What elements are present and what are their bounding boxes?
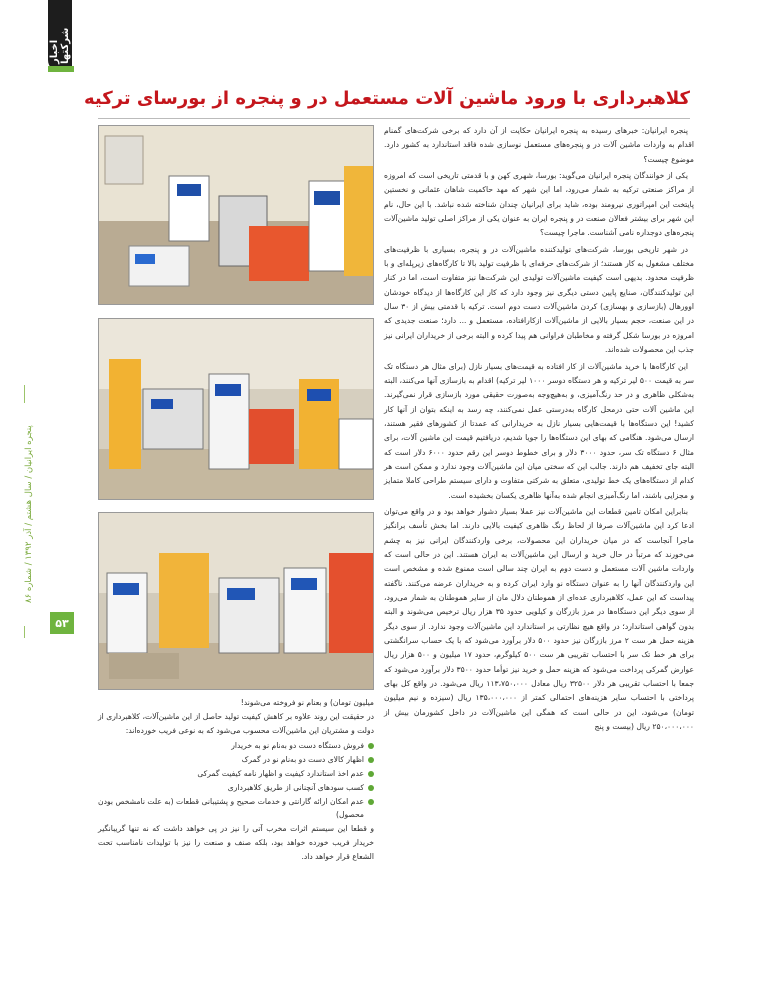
section-tab-label: اخبار شرکتها xyxy=(49,27,71,64)
title-divider xyxy=(98,118,690,119)
workshop-photo-3 xyxy=(98,512,374,690)
list-item: کسب سودهای آنچنانی از طریق کلاهبرداری xyxy=(98,781,374,795)
workshop-photo-1 xyxy=(98,125,374,305)
side-divider-bottom xyxy=(24,626,25,638)
bullet-list xyxy=(98,739,374,822)
body-paragraph: پنجره ایرانیان: خبرهای رسیده به پنجره ایرانیان حکایت از آن دارد که برخی شرکت‌های گمنام اقدام به واردات ماشین آلات در و پنجره‌های مستعمل نوسازی شده فاقد استاندارد به کشور دارد. موضوع چیست؟ xyxy=(384,126,694,164)
workshop-photo-icon xyxy=(99,126,373,304)
list-item: عدم اخذ استاندارد کیفیت و اظهار نامه کیفیت گمرکی xyxy=(98,767,374,781)
article-body-right xyxy=(384,124,694,984)
workshop-photo-2 xyxy=(98,318,374,500)
body-paragraph: این کارگاه‌ها با خرید ماشین‌آلات از کار افتاده به قیمت‌های بسیار نازل (برای مثال هر دستگاه تک سر به قیمت ۵۰۰ لیر ترکیه و هر دستگاه دوسر ۱۰۰۰ لیر ترکیه) اقدام به بازسازی آنها می‌کنند، البته به‌شکلی ظاهری و در حد رنگ‌آمیزی، و به‌هیچ‌وجه به‌صورت حقیقی مورد بازسازی قرار نمی‌گیرند. این ماشین آلات حتی درمحل کارگاه به‌درستی عمل نمی‌کنند، چه رسد به اینکه بتوان از آنها کار کشید! این دستگاه‌ها با قیمت‌هایی بسیار نازل به خریدارانی که عمدتا از کشورهای فقیر هستند، ارسال می‌شود. هنگامی که بهای این دستگاه‌ها را جویا شدیم، دریافتیم قیمت این ماشین آلات، برای مثال ۶ دستگاه تک سر، حدود ۳۰۰۰ دلار و برای خطوط دوسر این رقم حدود ۶۰۰۰ دلار است که البته جای تخفیف هم دارند. جالب این که سختی میان این ماشین‌آلات وجود ندارد و ممکن است هر کدام از دستگاه‌های یک خط تولیدی، متعلق به شرکتی متفاوت و دارای سیستم طراحی کاملا متمایز و مجزایی باشند، اما رنگ‌آمیزی انجام شده به‌آنها ظاهری یکسان بخشیده است. xyxy=(384,361,694,500)
body-paragraph: در حقیقت این روند علاوه بر کاهش کیفیت تولید حاصل از این ماشین‌آلات، کلاهبرداری از دولت و مشتریان این ماشین‌آلات محسوب می‌شود که به نوعی فریب خورده‌اند: xyxy=(98,711,374,735)
list-item: عدم امکان ارائه گارانتی و خدمات صحیح و پشتیبانی قطعات (به علت نامشخص بودن محصول) xyxy=(98,795,374,823)
list-item: فروش دستگاه دست دو به‌نام نو به خریدار xyxy=(98,739,374,753)
body-paragraph: در شهر تاریخی بورسا، شرکت‌های تولیدکننده ماشین‌آلات در و پنجره، بسیاری با ظرفیت‌های مختلف مشغول به کار هستند؛ از شرکت‌های حرفه‌ای با ظرفیت تولید بالا تا کارگاه‌های زیرپله‌ای و با ظرفیت محدود. بدیهی است کیفیت ماشین‌آلات تولیدی این شرکت‌ها نیز متفاوت است، اما در کنار این تولیدکنندگان، صنایع پایین دستی دیگری نیز وجود دارد که کار این کارگاه‌ها از دیدگاه خودشان اوورهال (بازسازی و بهسازی) کردن ماشین‌آلات دست دوم است. ترکیه با قدمتی بیش از ۳۰ سال در این صنعت، حجم بسیار بالایی از ماشین‌آلات ازکارافتاده، مستعمل و ... دارد؛ صنعت جدیدی که امروزه در بورسا شکل گرفته و مخاطبان فراوانی هم پیدا کرده و البته برخی از خریداران ایرانی نیز جذب این محصولات شده‌اند. xyxy=(384,244,695,355)
body-paragraph: و قطعا این سیستم اثرات مخرب آتی را نیز در پی خواهد داشت که نه تنها گریبانگیر خریدار فریب خورده خواهد بود، بلکه صنف و صنعت را نیز با تولیدات نامناسب تحت الشعاع قرار خواهد داد. xyxy=(98,824,374,861)
body-paragraph: بنابراین امکان تامین قطعات این ماشین‌آلات نیز عملا بسیار دشوار خواهد بود و در واقع می‌توان ادعا کرد این ماشین‌آلات صرفا از لحاظ رنگ ظاهری کیفیت بالایی دارند. اما بخش تأسف برانگیز ماجرا آنجاست که در میان خریداران این محصولات، برخی واردکنندگان ایرانی نیز به چشم می‌خورند که مرتباً در حال خرید و ارسال این ماشین‌آلات به ایران هستند. این در حالی است که واردات ماشین آلات مستعمل و دست دوم به ایران چند سالی است ممنوع شده و مشخص است این واردکنندگان آنها را به عنوان دستگاه نو وارد ایران کرده و به خریداران عرضه می‌کنند. ناگفته پیداست که این عمل، کلاهبرداری عده‌ای از هموطنان دلال مان از سایر هموطنان به شمار می‌رود، از سوی دیگر این دستگاه‌ها در مرز بازرگان و کیلویی حدود ۳۵ هزار ریال ترخیص می‌شوند و البته بدون گواهی استاندارد؛ در واقع هیچ نظارتی بر استاندارد این ماشین‌آلات وجود ندارد. از سوی دیگر هزینه حمل هر ست ۲ مرز بازرگان نیز حدود ۵۰۰ دلار برآورد می‌شود که با یک حساب سرانگشتی برای هر خط تک سر با احتساب تقریبی هر ست ۵۰۰ کیلوگرم، حدود ۱۷ میلیون و ۵۰۰ هزار ریال عوارض گمرکی پرداخت می‌شود که هزینه حمل و خرید نیز توأما حدود ۳۵۰۰ دلار برآورد می‌شود که جمعا با احتساب تقریبی هر دلار ۳۲۵۰۰ ریال معادل ۱۱۳،۷۵۰،۰۰۰ ریال می‌شود. در واقع کل بهای پرداختی با احتساب سایر هزینه‌های احتمالی کمتر از ۱۳۵،۰۰۰،۰۰۰ ریال (سیزده و نیم میلیون تومان) می‌شود، این در حالی است که همگی این ماشین‌آلات در داخل کشورمان بیش از ۲۵۰،۰۰۰،۰۰۰ ریال (بیست و پنج xyxy=(384,506,695,732)
workshop-photo-icon xyxy=(99,319,373,499)
workshop-photo-icon xyxy=(99,513,373,689)
page-number: ۵۳ xyxy=(50,612,74,634)
body-paragraph: یکی از خوانندگان پنجره ایرانیان می‌گوید: بورسا، شهری کهن و با قدمتی تاریخی است که امروزه از مراکز صنعتی ترکیه به شمار می‌رود، اما این شهر که مهد حاکمیت شاهان عثمانی و نخستین پایتخت این امپراتوری نیرومند بوده، شاید برای ایرانیان چندان شناخته شده نباشد. با این حال، نام این شهر برای بیشتر فعالان صنعت در و پنجره ایران به عنوان یکی از مراکز اصلی تولید ماشین‌آلات پنجره‌های دوجداره نامی آشناست. ماجرا چیست؟ xyxy=(384,171,694,238)
article-body-left xyxy=(98,696,374,936)
body-paragraph: میلیون تومان) و بعنام نو فروخته می‌شوند! xyxy=(240,698,374,707)
issue-meta: پنجره ایرانیان / سال هشتم / آذر ۱۳۹۲ / شماره ۸۶ xyxy=(24,425,34,603)
article-title: کلاهبرداری با ورود ماشین آلات مستعمل در و پنجره از بورسای ترکیه xyxy=(83,88,690,109)
side-divider-top xyxy=(24,385,25,403)
section-tab-accent xyxy=(48,66,74,72)
list-item: اظهار کالای دست دو به‌نام نو در گمرک xyxy=(98,753,374,767)
